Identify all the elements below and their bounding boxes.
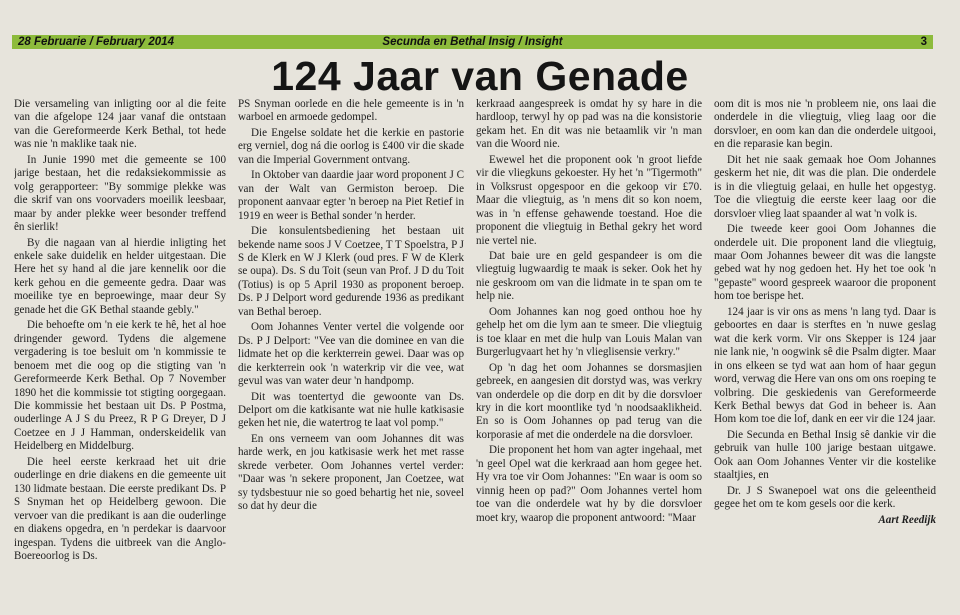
- page-number: 3: [920, 36, 927, 48]
- article-column-3: [476, 98, 702, 612]
- issue-date: 28 Februarie / February 2014: [18, 36, 174, 48]
- paragraph: Die Engelse soldate het die kerkie en pastorie erg verniel, dog ná die oorlog is £400 vir die skade van die Imperial Government ontvang.: [238, 126, 464, 166]
- paragraph: kerkraad aangespreek is omdat hy sy hare in die hardloop, terwyl hy op pad was na die konsistorie gekam het. En dit was nie betaamlik vir 'n man van die Woord nie.: [476, 98, 702, 151]
- paragraph: Oom Johannes Venter vertel die volgende oor Ds. P J Delport: "Vee van die dominee en van die lidmate het op die kerkterrein gewei. Daar was op die kerkterrein ook 'n waterkrip vir die vee, wat gevul was van water deur 'n handpomp.: [238, 321, 464, 388]
- paragraph: Die tweede keer gooi Oom Johannes die onderdele uit. Die proponent land die vliegtuig, maar Oom Johannes beweer dit was die langste gebed wat hy nog gedoen het. Hy het toe ook 'n "gepaste" woord gespreek waaroor die proponent hom toe berispe het.: [714, 223, 936, 303]
- page-header-bar: [12, 35, 933, 49]
- paragraph: In Oktober van daardie jaar word proponent J C van der Walt van Germiston beroep. Die proponent aanvaar egter 'n beroep na Piet Retief in 1919 en weer is Bethal sonder 'n herder.: [238, 169, 464, 222]
- paragraph: Die behoefte om 'n eie kerk te hê, het al hoe dringender geword. Tydens die algemene vergadering is toe besluit om 'n kommissie te benoem met die oog op die stigting van 'n Gereformeerde Kerk Bethal. Op 7 November 1890 het die kommissie tot stigting oorgegaan. Die kommissie het bestaan uit Ds. P Postma, ouderlinge A J S du Preez, R P G Dreyer, D J Coetzee en J J Hamman, onderskeidelik van Heidelberg en Middelburg.: [14, 319, 226, 453]
- paragraph: Dit het nie saak gemaak hoe Oom Johannes geskerm het nie, dit was die plan. Die onderdele is in die vliegtuig gelaai, en hulle het opgestyg. Toe die vliegtuig die eerste keer laag oor die dorsvloer vlieg laat spaander al wat 'n volk is.: [714, 153, 936, 220]
- paragraph: Die versameling van inligting oor al die feite van die afgelope 124 jaar vanaf die ontstaan van die Gereformeerde Kerk Bethal, tot hede was nie 'n maklike taak nie.: [14, 98, 226, 151]
- paragraph: Op 'n dag het oom Johannes se dorsmasjien gebreek, en aangesien dit dorstyd was, was verkry van onderdele op die dorp en dit by die dorsvloer kry in die kort moontlike tyd 'n noodsaaklikheid. En so is Oom Johannes op pad terug van die korporasie af met die onderdele na die dorsvloer.: [476, 361, 702, 441]
- article-column-2: [238, 98, 464, 612]
- paragraph: En ons verneem van oom Johannes dit was harde werk, en jou katkisasie werk het met rasse skrede verbeter. Oom Johannes vertel verder: "Daar was 'n sekere proponent, Jan Coetzee, wat sy tydsbestuur nie so goed behartig het nie, soveel so dat hy deur die: [238, 432, 464, 513]
- article-column-4: [714, 98, 936, 612]
- paragraph: In Junie 1990 met die gemeente se 100 jarige bestaan, het die redaksiekommissie as volg gerapporteer: "By sommige plekke was die skrif van ons voorvaders moeilik leesbaar, maar by ander plekke weer besonder treffend ên sierlik!: [14, 153, 226, 234]
- paragraph: Oom Johannes kan nog goed onthou hoe hy gehelp het om die lym aan te smeer. Die vliegtuig is toe klaar en met die hulp van Louis Malan van Burgerlugvaart het hy 'n vlieglisensie verkry.": [476, 305, 702, 359]
- paragraph: Ewewel het die proponent ook 'n groot liefde vir die vliegkuns gekoester. Hy het 'n "Tigermoth" in Volksrust opgespoor en die gekoop vir £70. Maar die vliegtuig, as 'n mens dit so kon noem, was in 'n effense gehawende toestand. Hoe die proponent die vliegtuig in Bethal gekry het word nie vertel nie.: [476, 153, 702, 247]
- author-byline: Aart Reedijk: [878, 513, 936, 526]
- paragraph: Dr. J S Swanepoel wat ons die geleentheid gegee het om te kom gesels oor die kerk.: [714, 484, 936, 511]
- paragraph: oom dit is mos nie 'n probleem nie, ons laai die onderdele in die vliegtuig, vlieg laag oor die dorsvloer, en oom kan dan die onderdele uitgooi, en die reparasie kan begin.: [714, 98, 936, 151]
- paragraph: By die nagaan van al hierdie inligting het enkele sake duidelik en helder uitgestaan. Die Here het sy hand al die jare kennelik oor die kerk gehou en die gemeente gedra. Daar was moeilike tye en beproewinge, maar deur Sy genade het die GK Bethal staande gebly.": [14, 236, 226, 316]
- article-body: [14, 98, 936, 612]
- paragraph: Die konsulentsbediening het bestaan uit bekende name soos J V Coetzee, T T Spoelstra, P J S de Klerk en W J Klerk (oud pres. F W de Klerk se oupa). Ds. S du Toit (seun van Prof. J D du Toit (Totius) is op 5 April 1930 as proponent beroep. Ds. P J Delport word gedurende 1936 as predikant van Bethal beroep.: [238, 225, 464, 318]
- publication-name: Secunda en Bethal Insig / Insight: [382, 36, 563, 48]
- paragraph: Die Secunda en Bethal Insig sê dankie vir die gebruik van hulle 100 jarige bestaan uitgawe. Ook aan Oom Johannes Venter vir die kostelike staaltjies, en: [714, 428, 936, 482]
- article-column-1: [14, 98, 226, 612]
- paragraph: PS Snyman oorlede en die hele gemeente is in 'n warboel en armoede gedompel.: [238, 98, 464, 124]
- paragraph: Die proponent het hom van agter ingehaal, met 'n geel Opel wat die kerkraad aan hom gegee het. Hy vra toe vir Oom Johannes: "En waar is oom so vinnig heen op pad?" Oom Johannes vertel hom toe van die onderdele wat hy by die dorsvloer moet kry, waarop die proponent antwoord: "Maar: [476, 444, 702, 524]
- paragraph: 124 jaar is vir ons as mens 'n lang tyd. Daar is geboortes en daar is sterftes en 'n nuwe geslag wat die kerk vorm. Vir ons Skepper is 124 jaar nie lank nie, 'n oogwink sê die Psalm digter. Maar in ons elkeen se tyd wat aan hom of haar gegun word, verwag die Here van ons om ons roeping te volbring. Die geskiedenis van Gereformeerde Kerk Bethal bewys dat God in beheer is. Aan Hom kom toe die lof, dank en eer vir die 124 jaar.: [714, 305, 936, 426]
- paragraph: Dat baie ure en geld gespandeer is om die vliegtuig lugwaardig te maak is seker. Ook het hy nie geskroom om van die lidmate in te span om te help nie.: [476, 249, 702, 303]
- article-title: 124 Jaar van Genade: [271, 53, 689, 99]
- paragraph: Dit was toentertyd die gewoonte van Ds. Delport om die katkisante wat nie hulle katkisasie geken het nie, die watertrog te laat vol pomp.": [238, 390, 464, 430]
- paragraph: Die heel eerste kerkraad het uit drie ouderlinge en drie diakens en die gemeente uit 130 lidmate bestaan. Die eerste predikant Ds. P S Snyman het op Heidelberg gewoon. Die vervoer van die predikant is aan die ouderlinge en diakens opgedra, en 'n perdekar is daarvoor ingespan. Tydens die uitbreek van die Anglo-Boereoorlog is Ds.: [14, 455, 226, 562]
